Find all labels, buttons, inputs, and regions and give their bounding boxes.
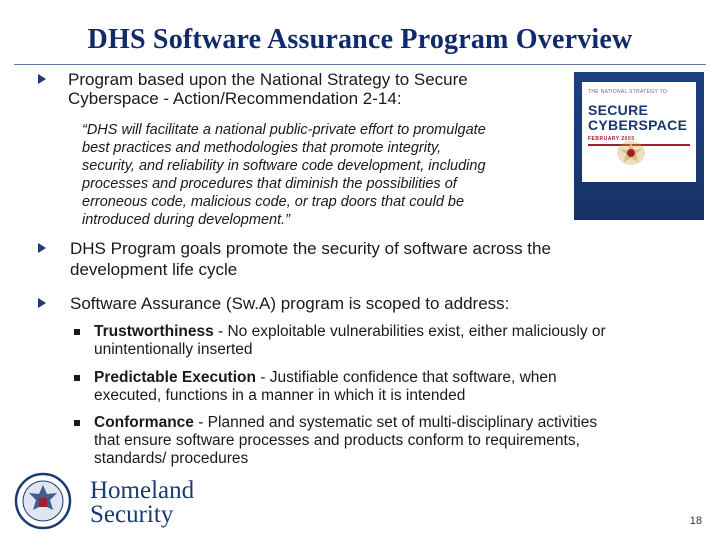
subitem-text: - Justifiable confidence that software, when bbox=[255, 369, 557, 386]
cover-title-line-2: CYBERSPACE bbox=[588, 117, 688, 133]
subitem-text: executed, functions in a manner in which it is intended bbox=[94, 387, 466, 404]
presidential-seal-icon bbox=[614, 138, 648, 168]
bullet-1-line-2: Cyberspace - Action/Recommendation 2-14: bbox=[68, 89, 402, 108]
bullet-3-line-1: Software Assurance (Sw.A) program is scoped to address: bbox=[70, 294, 510, 313]
quote-line: best practices and methodologies that promote integrity, bbox=[82, 140, 442, 156]
quote-line: “DHS will facilitate a national public-private effort to promulgate bbox=[82, 122, 486, 138]
quote-line: erroneous code, malicious code, or trap doors that could be bbox=[82, 194, 465, 210]
dhs-logo bbox=[12, 472, 195, 532]
subitem-conformance bbox=[94, 414, 704, 468]
subitem-text: standards/ procedures bbox=[94, 450, 249, 467]
subitem-text: unintentionally inserted bbox=[94, 341, 253, 358]
strategy-quote bbox=[82, 121, 560, 229]
strategy-cover-image bbox=[574, 72, 704, 220]
quote-line: introduced during development.” bbox=[82, 212, 290, 228]
bullet-2-line-1: DHS Program goals promote the security of software across the bbox=[70, 239, 551, 258]
page-number: 18 bbox=[689, 515, 702, 527]
subitem-trustworthiness bbox=[94, 323, 704, 359]
bullet-1-line-1: Program based upon the National Strategy to Secure bbox=[68, 70, 468, 89]
square-bullet-icon bbox=[74, 375, 80, 381]
logo-text-line-2: Security bbox=[90, 501, 174, 528]
bullet-2-line-2: development life cycle bbox=[70, 260, 238, 279]
square-bullet-icon bbox=[74, 420, 80, 426]
bullet-arrow-icon bbox=[38, 243, 46, 253]
subitem-term: Conformance bbox=[94, 414, 194, 431]
subitem-text: that ensure software processes and products conform to requirements, bbox=[94, 432, 580, 449]
bullet-arrow-icon bbox=[38, 74, 46, 84]
subitem-predictable-execution bbox=[94, 369, 704, 405]
logo-text-line-1: Homeland bbox=[90, 477, 195, 504]
cover-title-line-1: SECURE bbox=[588, 102, 649, 118]
subitem-text: - Planned and systematic set of multi-disciplinary activities bbox=[193, 414, 598, 431]
quote-line: processes and procedures that diminish the possibilities of bbox=[82, 176, 457, 192]
subitem-term: Predictable Execution bbox=[94, 369, 256, 386]
cover-date: FEBRUARY 2003 bbox=[588, 136, 635, 142]
subitem-term: Trustworthiness bbox=[94, 323, 214, 340]
title-divider bbox=[14, 64, 706, 65]
square-bullet-icon bbox=[74, 329, 80, 335]
slide-title: DHS Software Assurance Program Overview bbox=[87, 24, 633, 55]
subitem-text: - No exploitable vulnerabilities exist, either maliciously or bbox=[213, 323, 606, 340]
bullet-arrow-icon bbox=[38, 298, 46, 308]
dhs-seal-icon bbox=[12, 472, 74, 530]
quote-line: security, and reliability in software code development, including bbox=[82, 158, 486, 174]
cover-top-text: THE NATIONAL STRATEGY TO bbox=[588, 89, 668, 95]
